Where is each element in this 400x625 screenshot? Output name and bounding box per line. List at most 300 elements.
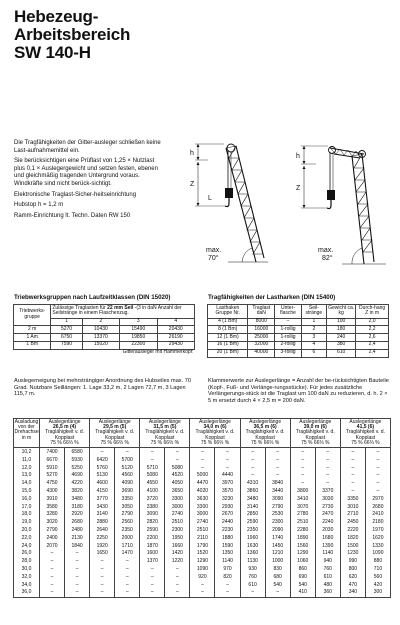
t3-cell: 4100 — [140, 488, 165, 496]
t3-cell: 3800 — [290, 488, 315, 496]
t2-cell: 8000 — [248, 318, 275, 326]
t3-cell: 2440 — [215, 519, 240, 527]
t3-cell: 2680 — [65, 519, 90, 527]
t2-body — [208, 318, 389, 357]
t3-cell: 1220 — [165, 558, 190, 566]
t3-cell: 3370 — [315, 488, 340, 496]
t3-header-suffix: Traglähigkeit v. d. Kopplast — [295, 429, 335, 441]
t2-cell: 2-rollig — [275, 341, 302, 349]
t3-cell: – — [165, 574, 190, 582]
t3-cell: – — [240, 589, 265, 597]
t3-radius-cell: 10,2 — [14, 448, 40, 457]
t3-cell: – — [215, 448, 240, 457]
title-line-3: SW 140-H — [14, 43, 91, 62]
t3-cell: 830 — [265, 566, 290, 574]
t3-cell: 1420 — [165, 550, 190, 558]
t3-cell: – — [190, 465, 215, 473]
load-chart-table — [13, 418, 391, 598]
t2-header: Traglast daN — [248, 305, 275, 319]
t3-cell: 760 — [240, 574, 265, 582]
t3-cell: – — [290, 457, 315, 465]
t3-cell: 610 — [315, 574, 340, 582]
table-row — [14, 488, 391, 496]
t2-cell: 25000 — [248, 334, 275, 342]
t3-cell: 3180 — [65, 504, 90, 512]
t3-cell: 1140 — [315, 550, 340, 558]
t1-footer: Gitterausleger mit Hammerkopf: — [122, 349, 194, 356]
t3-cell: 2640 — [90, 527, 115, 535]
t3-cell: 2480 — [65, 527, 90, 535]
t2-cell: 3-rollig — [275, 349, 302, 357]
t2-cell: 32000 — [248, 341, 275, 349]
title-line-1: Hebezeug- — [14, 7, 99, 26]
t3-cell: 5910 — [40, 465, 65, 473]
t3-cell: 1840 — [65, 543, 90, 551]
t3-cell: – — [115, 582, 140, 590]
t3-cell: 4600 — [90, 480, 115, 488]
t3-cell: 3970 — [215, 480, 240, 488]
hook-capacity-table — [207, 304, 389, 358]
t3-header-length-value: 26,5 m (4) — [53, 423, 77, 430]
t2-cell: 20 (1 Bm) — [208, 349, 248, 357]
t3-cell: 1390 — [315, 543, 340, 551]
t3-cell: 3380 — [140, 504, 165, 512]
t3-cell: 5700 — [115, 457, 140, 465]
t3-cell: 300 — [365, 589, 390, 597]
t3-cell: 2680 — [365, 504, 390, 512]
t3-cell: 4050 — [165, 480, 190, 488]
t1-cell: 26190 — [157, 334, 194, 342]
t3-cell: 2740 — [190, 519, 215, 527]
t3-cell: – — [65, 550, 90, 558]
t3-cell: 4560 — [115, 472, 140, 480]
t3-cell: 3480 — [65, 496, 90, 504]
t2-header: Unter-flasche — [275, 305, 302, 319]
t3-cell: 2560 — [115, 519, 140, 527]
table-row — [208, 341, 389, 349]
t3-header-pct: 75 % 66⅔ % — [100, 440, 129, 447]
t1-cell: 1 Bm — [14, 341, 51, 349]
t3-cell: 2000 — [115, 535, 140, 543]
t3-cell: 2180 — [365, 519, 390, 527]
t3-cell: – — [215, 457, 240, 465]
t3-cell: 560 — [365, 574, 390, 582]
intro-p4: Hubstop h = 1,2 m — [14, 202, 64, 209]
t3-cell: – — [340, 448, 365, 457]
t2-cell: 380 — [327, 341, 356, 349]
t2-cell: 12 (1 Bm) — [208, 334, 248, 342]
t3-cell: 2280 — [290, 527, 315, 535]
table-row — [14, 566, 391, 574]
t3-radius-cell: 14,0 — [14, 480, 40, 488]
t3-cell: 340 — [340, 589, 365, 597]
t3-cell: 1560 — [290, 543, 315, 551]
t3-cell: – — [365, 448, 390, 457]
t3-cell: 3840 — [265, 480, 290, 488]
t3-cell: – — [115, 448, 140, 457]
t3-cell: – — [290, 480, 315, 488]
t3-cell: 610 — [240, 582, 265, 590]
t3-cell: – — [265, 448, 290, 457]
t2-cell: 1-rollig — [275, 326, 302, 334]
t1-cell: 20430 — [157, 326, 194, 334]
t3-cell: – — [140, 574, 165, 582]
t3-radius-cell: 22,0 — [14, 535, 40, 543]
t3-cell: 2250 — [90, 535, 115, 543]
t3-cell: 6420 — [90, 457, 115, 465]
t3-cell: – — [90, 448, 115, 457]
t3-header-length-value: 36,5 m (6) — [253, 423, 277, 430]
t2-header: Gewicht ca. kg — [328, 304, 355, 317]
t3-header-suffix: Traglähigkeit v. d. Kopplast — [145, 429, 185, 441]
t3-cell: – — [40, 582, 65, 590]
t1-col-4: 4 — [157, 318, 194, 326]
t3-header-suffix: Traglähigkeit v. d. Kopplast — [95, 429, 135, 441]
title-line-2: Arbeitsbereich — [14, 25, 131, 44]
table-row — [14, 589, 391, 597]
t3-cell: 3690 — [115, 488, 140, 496]
t3-cell: – — [340, 488, 365, 496]
t3-cell: 1680 — [315, 535, 340, 543]
t3-header-prefix: Auslegerlänge — [148, 418, 181, 425]
t3-cell: 2230 — [215, 527, 240, 535]
rope-capacity-table — [13, 304, 195, 357]
t3-cell: 1590 — [215, 543, 240, 551]
t3-cell: 1350 — [215, 550, 240, 558]
t3-cell: 5250 — [65, 465, 90, 473]
t3-cell: 3720 — [140, 496, 165, 504]
t3-header-length-value: 34,0 m (6) — [203, 423, 227, 430]
t3-cell: 2920 — [65, 511, 90, 519]
t3-cell: 5930 — [65, 457, 90, 465]
t1-col-1: 1 — [51, 318, 82, 326]
t3-cell: 2350 — [240, 527, 265, 535]
t3-cell: 2410 — [365, 511, 390, 519]
intro-p2: Sie berücksichtigen eine Prüflast von 1,25 × Nutzlast plus 0,1 × Auslegergewicht und setzen festen, ebenen und gleichmäßig tragenden Untergrund voraus. Windkräfte sind nicht berück-sichtigt. — [14, 158, 158, 187]
t3-cell: 2820 — [140, 519, 165, 527]
table-row — [14, 448, 391, 457]
t3-cell: 3090 — [140, 511, 165, 519]
t3-cell: 2030 — [315, 527, 340, 535]
intro-p3: Elektronische Traglast-Sicher-heitseinrichtung — [14, 191, 137, 198]
table-row — [14, 543, 391, 551]
t3-cell: 1450 — [265, 543, 290, 551]
t3-cell: – — [265, 465, 290, 473]
intro-p5: Ramm-Einrichtung lt. Techn. Daten RW 150 — [14, 212, 131, 219]
t3-cell: – — [165, 566, 190, 574]
t3-cell: – — [65, 574, 90, 582]
t3-cell: – — [240, 448, 265, 457]
table-row — [14, 457, 391, 465]
t3-cell: 2970 — [365, 496, 390, 504]
t3-cell: 800 — [340, 566, 365, 574]
diagram1-angle-label: 70° — [208, 255, 219, 262]
t3-radius-cell: 24,0 — [14, 543, 40, 551]
t3-cell: – — [165, 589, 190, 597]
t3-cell: 3910 — [40, 496, 65, 504]
t3-cell: – — [340, 472, 365, 480]
t3-cell: 930 — [240, 566, 265, 574]
t3-cell: 1500 — [340, 543, 365, 551]
diagram2-max-label: max. — [318, 247, 334, 254]
t3-cell: – — [65, 589, 90, 597]
t3-header-length-value: 31,5 m (5) — [153, 423, 177, 430]
t3-cell: – — [290, 448, 315, 457]
t3-cell: 1000 — [265, 558, 290, 566]
t3-cell: 3440 — [265, 488, 290, 496]
t3-cell: – — [215, 589, 240, 597]
t3-cell: 860 — [290, 566, 315, 574]
page-title — [14, 8, 214, 62]
table-row — [14, 558, 391, 566]
t3-cell: 1740 — [265, 535, 290, 543]
t3-cell: 1950 — [165, 535, 190, 543]
table-row — [14, 341, 195, 349]
t3-cell: – — [315, 480, 340, 488]
t3-header-pct: 75 % 66⅔ % — [200, 440, 230, 447]
table-row — [14, 519, 391, 527]
table-row — [14, 504, 391, 512]
t1-cell: 6750 — [51, 334, 82, 342]
t3-cell: – — [290, 465, 315, 473]
t3-cell: – — [215, 582, 240, 590]
t3-cell: – — [165, 582, 190, 590]
t3-cell: – — [65, 582, 90, 590]
t3-header-length-value: 39,0 m (6) — [303, 423, 327, 430]
t3-cell: 2510 — [290, 519, 315, 527]
t3-cell: 2070 — [40, 543, 65, 551]
table-row — [14, 550, 391, 558]
t3-cell: – — [90, 558, 115, 566]
t3-radius-cell: 32,0 — [14, 574, 40, 582]
diagram2-z-label: Z — [296, 185, 301, 192]
t3-cell: 4020 — [190, 488, 215, 496]
t3-cell: – — [40, 589, 65, 597]
t3-cell: 940 — [315, 558, 340, 566]
t1-cell: 5270 — [51, 326, 82, 334]
t3-cell: 2670 — [215, 511, 240, 519]
t3-cell: 4520 — [165, 472, 190, 480]
t3-header-length-value: 41,5 (6) — [356, 423, 375, 430]
t3-cell: 1090 — [190, 566, 215, 574]
t3-cell: 1920 — [90, 543, 115, 551]
diagram2-angle-label: 82° — [322, 255, 333, 262]
t3-cell: – — [40, 550, 65, 558]
t3-header-length — [290, 419, 340, 448]
t3-cell: 1290 — [190, 558, 215, 566]
t2-cell: 16 (1 Bm) — [208, 341, 248, 349]
t3-cell: 3410 — [290, 496, 315, 504]
t3-cell: 1790 — [190, 543, 215, 551]
t3-cell: 2790 — [40, 527, 65, 535]
t3-cell: 410 — [290, 589, 315, 597]
t3-cell: 3570 — [215, 488, 240, 496]
note-left: Auslegerneigung bei mehrsträngiger Anordnung des Hubseiles max. 70 Grad. Nutzbare Seillängen: 1. Lage 33,2 m, 2 Lagen 72,7 m, 3 Lagen 115,7 m. — [14, 378, 191, 398]
t3-cell: 3300 — [165, 496, 190, 504]
t3-cell: – — [265, 589, 290, 597]
t3-cell: 4150 — [90, 488, 115, 496]
t2-cell: 180 — [327, 326, 356, 334]
t3-cell: 2400 — [40, 535, 65, 543]
t1-cell: 2 m — [14, 326, 51, 334]
t3-radius-cell: 11,0 — [14, 457, 40, 465]
t1-cell: 22300 — [120, 341, 157, 349]
t3-cell: 4440 — [215, 472, 240, 480]
table-row — [208, 326, 389, 334]
t3-cell: 5130 — [90, 472, 115, 480]
t3-radius-cell: 28,0 — [14, 558, 40, 566]
t1-header-desc-a: Zulässige Traglasten für — [52, 304, 106, 311]
t3-cell: 3860 — [240, 488, 265, 496]
t3-radius-cell: 16,0 — [14, 496, 40, 504]
t3-cell: 5270 — [40, 472, 65, 480]
t2-cell: 8 (1 Bm) — [208, 326, 248, 334]
t3-cell: 2790 — [265, 504, 290, 512]
t1-cell: 19850 — [120, 334, 157, 342]
t3-cell: – — [140, 582, 165, 590]
t3-cell: 3070 — [290, 504, 315, 512]
t1-col-2: 2 — [82, 318, 119, 326]
t2-cell: 40000 — [248, 349, 275, 357]
t3-radius-cell: 30,0 — [14, 566, 40, 574]
t2-cell: 100 — [327, 318, 356, 326]
t3-cell: 2880 — [90, 519, 115, 527]
t3-cell: 6670 — [40, 457, 65, 465]
t3-cell: – — [40, 566, 65, 574]
t3-cell: 2510 — [190, 527, 215, 535]
table-row — [14, 472, 391, 480]
t3-radius-cell: 13,0 — [14, 472, 40, 480]
t3-cell: 360 — [315, 589, 340, 597]
t2-cell: 3 — [301, 334, 326, 342]
t3-cell: 5080 — [165, 465, 190, 473]
t3-cell: – — [190, 589, 215, 597]
t2-cell: 1 — [301, 318, 326, 326]
boom-diagram-1-svg — [168, 140, 268, 270]
t3-radius-cell: 15,0 — [14, 488, 40, 496]
t3-cell: 540 — [290, 582, 315, 590]
t1-header-desc-b: 22 mm Seil — [107, 304, 134, 311]
t3-radius-cell: 17,0 — [14, 504, 40, 512]
t3-cell: – — [65, 566, 90, 574]
t3-cell: – — [90, 574, 115, 582]
t3-cell: 1060 — [290, 558, 315, 566]
table-row — [208, 334, 389, 342]
t1-col-3: 3 — [120, 318, 157, 326]
t3-cell: 1970 — [365, 527, 390, 535]
t3-cell: – — [115, 566, 140, 574]
t3-cell: 2240 — [315, 519, 340, 527]
t3-header-prefix: Auslegerlänge — [48, 418, 81, 425]
t3-cell: 1890 — [290, 535, 315, 543]
t3-cell: 480 — [315, 582, 340, 590]
table-row — [14, 326, 195, 334]
boom-diagram-2-svg — [282, 140, 390, 270]
t3-cell: 1600 — [140, 550, 165, 558]
t3-cell: 3480 — [240, 496, 265, 504]
t3-cell: 690 — [290, 574, 315, 582]
t3-cell: 3350 — [115, 496, 140, 504]
t3-cell: 2220 — [340, 527, 365, 535]
t3-cell: 3820 — [65, 488, 90, 496]
t3-cell: 4220 — [65, 480, 90, 488]
intro-text — [14, 140, 164, 223]
t3-cell: – — [190, 448, 215, 457]
t2-cell: 2,4 — [356, 349, 389, 357]
t3-cell: 3000 — [190, 511, 215, 519]
t3-header-length-value: 29,5 m (5) — [103, 423, 127, 430]
boom-diagram-1 — [168, 140, 268, 270]
t1-header-desc — [51, 305, 195, 319]
t3-cell: 2780 — [290, 511, 315, 519]
t3-cell: – — [190, 582, 215, 590]
t3-cell: 1370 — [140, 558, 165, 566]
t3-cell: 710 — [365, 566, 390, 574]
t3-cell: – — [365, 457, 390, 465]
t3-cell: – — [315, 465, 340, 473]
t3-cell: – — [315, 448, 340, 457]
t3-cell: 4310 — [240, 480, 265, 488]
t3-header-length — [140, 419, 190, 448]
t3-cell: – — [215, 465, 240, 473]
table-row — [14, 527, 391, 535]
t3-cell: 5120 — [115, 465, 140, 473]
t2-cell: 6 — [301, 349, 326, 357]
t3-cell: 990 — [340, 558, 365, 566]
t3-cell: 3300 — [190, 504, 215, 512]
t3-header-prefix: Auslegerlänge — [299, 418, 332, 425]
t3-radius-cell: 19,0 — [14, 519, 40, 527]
table-row — [14, 480, 391, 488]
t1-cell: 15020 — [82, 341, 119, 349]
t3-cell: – — [140, 589, 165, 597]
t3-cell: 5000 — [190, 472, 215, 480]
t3-cell: – — [65, 558, 90, 566]
t2-cell: 4 (1 Bm) — [208, 318, 248, 326]
table-row — [14, 465, 391, 473]
t3-header-length — [240, 419, 290, 448]
t3-cell: 1960 — [240, 535, 265, 543]
t3-header-prefix: Auslegerlänge — [249, 418, 282, 425]
t2-header: Durch-hang Z in m — [356, 305, 389, 319]
table-row — [14, 511, 391, 519]
t3-cell: 2730 — [315, 504, 340, 512]
t3-cell: – — [190, 457, 215, 465]
t3-header-pct: 75 % 66⅔ % — [250, 440, 280, 447]
t3-header-pct: 75 % 66⅔ % — [301, 440, 330, 447]
table-row — [208, 318, 389, 326]
t3-cell: – — [90, 582, 115, 590]
t3-cell: 1660 — [165, 543, 190, 551]
t2-cell: 4 — [301, 341, 326, 349]
t3-cell: 2130 — [65, 535, 90, 543]
t2-cell: – — [275, 318, 302, 326]
table-row — [14, 582, 391, 590]
t3-cell: 3280 — [40, 511, 65, 519]
note-right: Klammerwerte zur Auslegerlänge = Anzahl der be-rücksichtigten Bauteile (Kopf-, Fuß- und Verlänge-rungsstücke). Für jedes zusätzliche Verlängerungs-stück ist die Traglast um 100 daN zu reduzieren, d. h. 2 × 5 m ersetzt durch 4 × 2,5 m = 200 daN. — [208, 378, 389, 404]
t3-header-suffix: Traglähigkeit v. d. Kopplast — [345, 429, 385, 441]
t3-radius-cell: 12,0 — [14, 465, 40, 473]
t3-cell: – — [240, 457, 265, 465]
t3-cell: 2300 — [265, 519, 290, 527]
t3-header-length — [340, 419, 390, 448]
t3-cell: 4090 — [115, 480, 140, 488]
t3-cell: 2300 — [165, 527, 190, 535]
table-row — [14, 535, 391, 543]
t3-cell: 4470 — [190, 480, 215, 488]
t3-cell: 1290 — [290, 550, 315, 558]
t3-cell: – — [340, 457, 365, 465]
